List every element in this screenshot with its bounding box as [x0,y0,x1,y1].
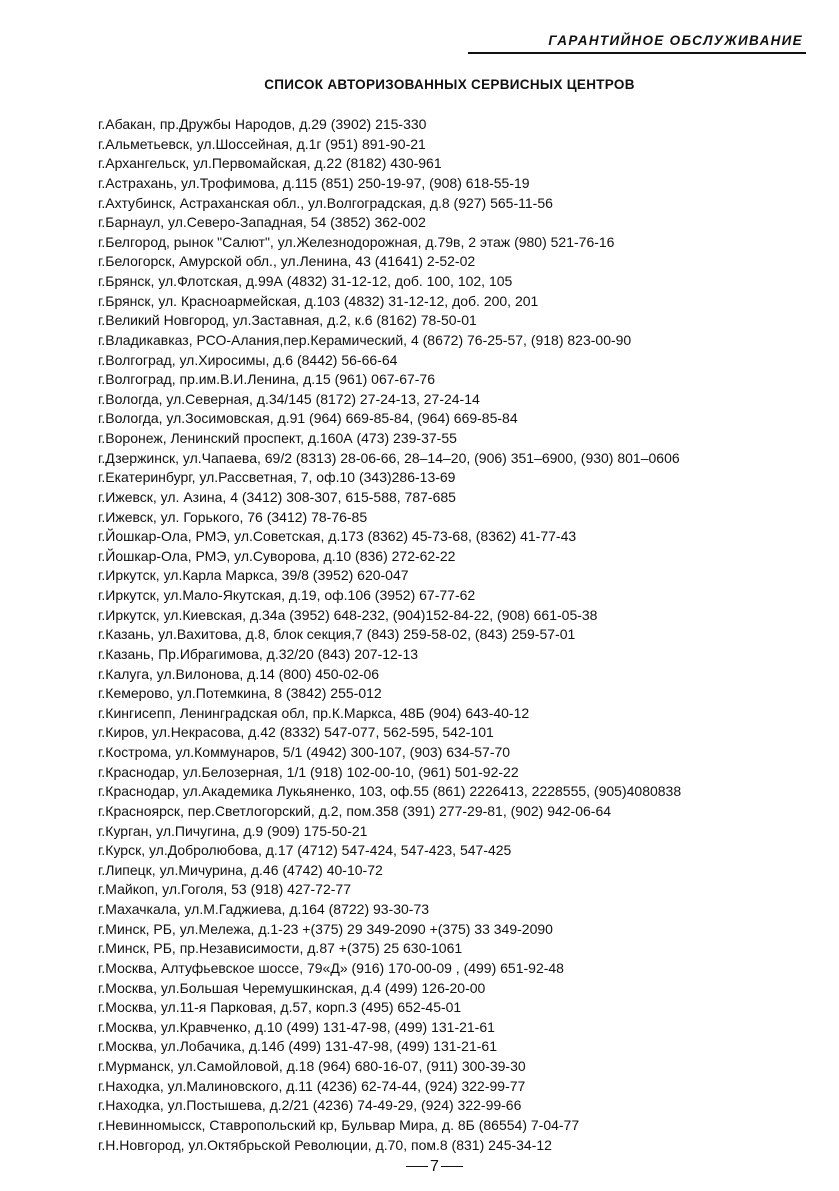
service-center-entry: г.Вологда, ул.Северная, д.34/145 (8172) 27-24-13, 27-24-14 [98,390,480,407]
page-number-dash-right [441,1166,463,1167]
service-center-entry: г.Краснодар, ул.Академика Лукьяненко, 103, оф.55 (861) 2226413, 2228555, (905)4080838 [98,783,682,800]
service-center-entry: г.Краснодар, ул.Белозерная, 1/1 (918) 102-00-10, (961) 501-92-22 [98,763,519,780]
header-divider [468,52,806,54]
service-center-entry: г.Кингисепп, Ленинградская обл, пр.К.Маркса, 48Б (904) 643-40-12 [98,704,530,721]
service-center-entry: г.Калуга, ул.Вилонова, д.14 (800) 450-02-06 [98,665,380,682]
service-center-entry: г.Белгород, рынок "Салют", ул.Железнодорожная, д.79в, 2 этаж (980) 521-76-16 [98,233,615,250]
service-center-entry: г.Курск, ул.Добролюбова, д.17 (4712) 547-424, 547-423, 547-425 [98,842,512,859]
service-center-entry: г.Дзержинск, ул.Чапаева, 69/2 (8313) 28-06-66, 28–14–20, (906) 351–6900, (930) 801–0606 [98,449,680,466]
page-number: 7 [430,1158,439,1175]
service-center-entry: г.Махачкала, ул.М.Гаджиева, д.164 (8722) 93-30-73 [98,901,430,917]
service-center-entry: г.Йошкар-Ола, РМЭ, ул.Советская, д.173 (8362) 45-73-68, (8362) 41-77-43 [98,528,577,545]
service-center-entry: г.Кемерово, ул.Потемкина, 8 (3842) 255-012 [98,685,382,702]
service-center-entry: г.Архангельск, ул.Первомайская, д.22 (8182) 430-961 [98,155,442,172]
service-center-entry: г.Белогорск, Амурской обл., ул.Ленина, 43 (41641) 2-52-02 [98,253,476,270]
service-center-entry: г.Вологда, ул.Зосимовская, д.91 (964) 669-85-84, (964) 669-85-84 [98,410,518,427]
page-number-footer [0,1158,839,1176]
service-center-entry: г.Ижевск, ул. Азина, 4 (3412) 308-307, 615-588, 787-685 [98,488,456,505]
service-center-entry: г.Казань, ул.Вахитова, д.8, блок секция,7 (843) 259-58-02, (843) 259-57-01 [98,626,576,643]
service-center-entry: г.Минск, РБ, ул.Мележа, д.1-23 +(375) 29 349-2090 +(375) 33 349-2090 [98,920,553,937]
service-center-entry: г.Мурманск, ул.Самойловой, д.18 (964) 680-16-07, (911) 300-39-30 [98,1058,526,1074]
service-center-entry: г.Красноярск, пер.Светлогорский, д.2, пом.358 (391) 277-29-81, (902) 942-06-64 [98,802,612,819]
service-center-entry: г.Владикавказ, РСО-Алания,пер.Керамический, 4 (8672) 76-25-57, (918) 823-00-90 [98,331,632,348]
service-center-entry: г.Находка, ул.Постышева, д.2/21 (4236) 74-49-29, (924) 322-99-66 [98,1097,522,1114]
page-number-dash-left [406,1166,428,1167]
service-center-entry: г.Великий Новгород, ул.Заставная, д.2, к.6 (8162) 78-50-01 [98,312,477,329]
service-center-entry: г.Волгоград, пр.им.В.И.Ленина, д.15 (961) 067-67-76 [98,371,435,388]
service-center-entry: г.Брянск, ул.Флотская, д.99А (4832) 31-12-12, доб. 100, 102, 105 [98,273,513,289]
service-center-entry: г.Минск, РБ, пр.Независимости, д.87 +(375) 25 630-1061 [98,940,463,957]
service-center-entry: г.Н.Новгород, ул.Октябрьской Революции, д.70, пом.8 (831) 245-34-12 [98,1136,552,1153]
service-center-entry: г.Екатеринбург, ул.Рассветная, 7, оф.10 (343)286-13-69 [98,469,456,486]
service-center-entry: г.Барнаул, ул.Северо-Западная, 54 (3852) 362-002 [98,214,426,231]
service-center-entry: г.Москва, ул.Кравченко, д.10 (499) 131-47-98, (499) 131-21-61 [98,1018,495,1035]
service-center-entry: г.Брянск, ул. Красноармейская, д.103 (4832) 31-12-12, доб. 200, 201 [98,292,539,309]
service-center-entry: г.Иркутск, ул.Мало-Якутская, д.19, оф.106 (3952) 67-77-62 [98,587,476,603]
service-center-entry: г.Кострома, ул.Коммунаров, 5/1 (4942) 300-107, (903) 634-57-70 [98,744,511,760]
service-center-entry: г.Альметьевск, ул.Шоссейная, д.1г (951) 891-90-21 [98,135,426,152]
service-center-entry: г.Казань, Пр.Ибрагимова, д.32/20 (843) 207-12-13 [98,645,419,662]
service-center-entry: г.Ижевск, ул. Горького, 76 (3412) 78-76-85 [98,508,368,525]
service-center-entry: г.Волгоград, ул.Хиросимы, д.6 (8442) 56-66-64 [98,351,398,368]
service-center-entry: г.Йошкар-Ола, РМЭ, ул.Суворова, д.10 (836) 272-62-22 [98,547,456,564]
section-header-title: ГАРАНТИЙНОЕ ОБСЛУЖИВАНИЕ [548,33,803,48]
service-center-entry: г.Киров, ул.Некрасова, д.42 (8332) 547-077, 562-595, 542-101 [98,724,494,741]
service-center-entry: г.Москва, ул.Лобачика, д.14б (499) 131-47-98, (499) 131-21-61 [98,1038,497,1055]
service-center-entry: г.Находка, ул.Малиновского, д.11 (4236) 62-74-44, (924) 322-99-77 [98,1077,526,1094]
service-center-entry: г.Москва, Алтуфьевское шоссе, 79«Д» (916) 170-00-09 , (499) 651-92-48 [98,959,564,976]
service-center-entry: г.Москва, ул.Большая Черемушкинская, д.4 (499) 126-20-00 [98,979,486,996]
service-center-list [98,115,818,1155]
service-center-entry: г.Иркутск, ул.Киевская, д.34а (3952) 648-232, (904)152-84-22, (908) 661-05-38 [98,606,598,623]
service-center-entry: г.Воронеж, Ленинский проспект, д.160А (473) 239-37-55 [98,430,457,446]
service-center-entry: г.Иркутск, ул.Карла Маркса, 39/8 (3952) 620-047 [98,567,409,584]
service-center-entry: г.Майкоп, ул.Гоголя, 53 (918) 427-72-77 [98,881,351,898]
service-center-entry: г.Невинномысск, Ставропольский кр, Бульвар Мира, д. 8Б (86554) 7-04-77 [98,1116,580,1133]
document-title: СПИСОК АВТОРИЗОВАННЫХ СЕРВИСНЫХ ЦЕНТРОВ [264,77,635,92]
service-center-entry: г.Астрахань, ул.Трофимова, д.115 (851) 250-19-97, (908) 618-55-19 [98,174,530,191]
service-center-entry: г.Москва, ул.11-я Парковая, д.57, корп.3 (495) 652-45-01 [98,999,462,1016]
service-center-entry: г.Курган, ул.Пичугина, д.9 (909) 175-50-21 [98,822,368,839]
service-center-entry: г.Абакан, пр.Дружбы Народов, д.29 (3902) 215-330 [98,116,427,132]
service-center-entry: г.Липецк, ул.Мичурина, д.46 (4742) 40-10-72 [98,861,383,878]
service-center-entry: г.Ахтубинск, Астраханская обл., ул.Волгоградская, д.8 (927) 565-11-56 [98,194,553,211]
